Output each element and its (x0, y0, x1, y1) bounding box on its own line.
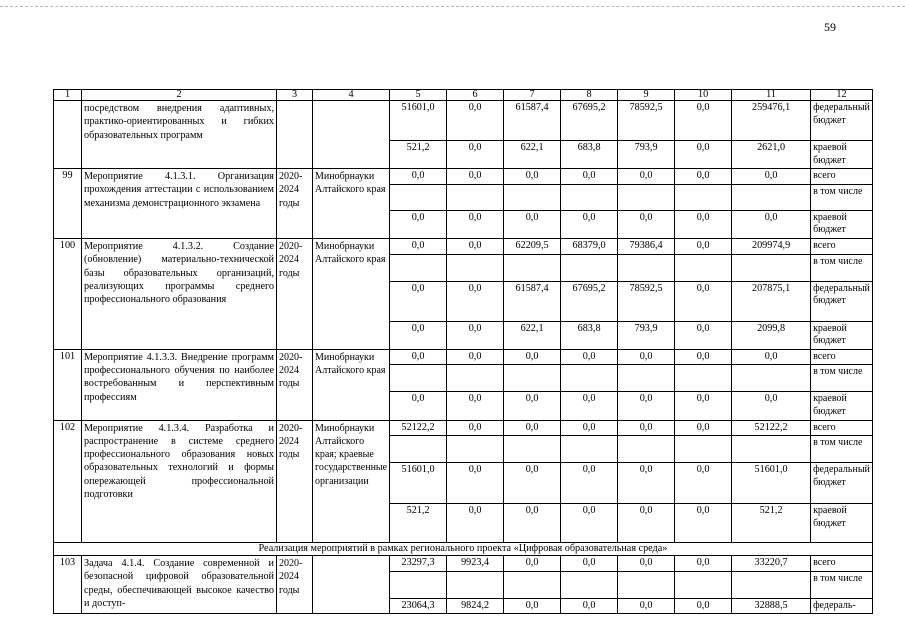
amount-cell: 0,0 (561, 598, 618, 614)
amount-cell: 51601,0 (732, 463, 811, 504)
item-executor: Минобрнауки Алтайского края (313, 349, 390, 420)
amount-cell (390, 254, 447, 281)
amount-cell (618, 571, 675, 598)
amount-cell: 0,0 (390, 321, 447, 349)
amount-cell: 0,0 (447, 238, 504, 254)
amount-cell: 0,0 (447, 321, 504, 349)
funding-source: всего (811, 169, 873, 185)
amount-cell: 0,0 (561, 463, 618, 504)
funding-source: всего (811, 556, 873, 572)
amount-cell: 0,0 (504, 504, 561, 543)
item-description: посредством внедрения адаптивных, практико-ориентированных и гибких образовательных программ (82, 101, 277, 169)
amount-cell: 0,0 (675, 210, 732, 238)
amount-cell: 52122,2 (732, 420, 811, 436)
funding-source: федеральный бюджет (811, 463, 873, 504)
funding-source: всего (811, 349, 873, 365)
funding-source: краевой бюджет (811, 504, 873, 543)
amount-cell: 0,0 (732, 210, 811, 238)
column-header: 4 (313, 90, 390, 101)
amount-cell: 207875,1 (732, 281, 811, 321)
amount-cell: 67695,2 (561, 281, 618, 321)
amount-cell: 51601,0 (390, 463, 447, 504)
item-years: 2020-2024 годы (277, 169, 313, 239)
amount-cell (504, 571, 561, 598)
amount-cell: 0,0 (504, 210, 561, 238)
amount-cell: 0,0 (675, 238, 732, 254)
item-executor: Минобрнауки Алтайского края; краевые государственные организации (313, 420, 390, 543)
amount-cell: 0,0 (390, 349, 447, 365)
column-number-row (54, 90, 873, 101)
funding-source: в том числе (811, 365, 873, 392)
amount-cell: 0,0 (561, 392, 618, 420)
amount-cell (618, 365, 675, 392)
amount-cell: 0,0 (504, 392, 561, 420)
amount-cell: 0,0 (675, 141, 732, 169)
amount-cell (675, 254, 732, 281)
amount-cell: 62209,5 (504, 238, 561, 254)
amount-cell: 0,0 (675, 101, 732, 141)
amount-cell: 0,0 (618, 420, 675, 436)
item-number: 99 (54, 169, 82, 239)
item-years: 2020-2024 годы (277, 556, 313, 614)
amount-cell (447, 436, 504, 463)
amount-cell: 0,0 (732, 349, 811, 365)
amount-cell: 0,0 (504, 556, 561, 572)
amount-cell (732, 184, 811, 210)
funding-source: краевой бюджет (811, 141, 873, 169)
amount-cell: 622,1 (504, 141, 561, 169)
funding-source: в том числе (811, 436, 873, 463)
amount-cell: 67695,2 (561, 101, 618, 141)
amount-cell: 0,0 (447, 281, 504, 321)
amount-cell (675, 571, 732, 598)
amount-cell: 0,0 (675, 169, 732, 185)
amount-cell: 0,0 (561, 556, 618, 572)
amount-cell (504, 254, 561, 281)
table-row (54, 349, 873, 365)
amount-cell: 0,0 (504, 463, 561, 504)
amount-cell (561, 254, 618, 281)
item-description: Мероприятие 4.1.3.4. Разработка и распространение в системе среднего профессионального образования новых образовательных технологий и формы опережающей профессиональной подготовки (82, 420, 277, 543)
amount-cell: 0,0 (675, 392, 732, 420)
table-row (54, 169, 873, 185)
amount-cell: 9923,4 (447, 556, 504, 572)
amount-cell (561, 571, 618, 598)
budget-table (53, 89, 873, 614)
amount-cell: 32888,5 (732, 598, 811, 614)
amount-cell: 2099,8 (732, 321, 811, 349)
amount-cell: 0,0 (618, 556, 675, 572)
amount-cell: 0,0 (447, 504, 504, 543)
funding-source: всего (811, 420, 873, 436)
amount-cell: 61587,4 (504, 281, 561, 321)
amount-cell: 0,0 (504, 598, 561, 614)
item-number: 103 (54, 556, 82, 614)
amount-cell: 33220,7 (732, 556, 811, 572)
page-number: 59 (824, 20, 836, 34)
column-header: 10 (675, 90, 732, 101)
item-number (54, 101, 82, 169)
column-header: 2 (82, 90, 277, 101)
amount-cell (390, 184, 447, 210)
amount-cell: 521,2 (390, 504, 447, 543)
amount-cell: 793,9 (618, 141, 675, 169)
amount-cell: 0,0 (675, 504, 732, 543)
funding-source: краевой бюджет (811, 321, 873, 349)
funding-source: в том числе (811, 571, 873, 598)
amount-cell (447, 365, 504, 392)
amount-cell (675, 184, 732, 210)
item-executor (313, 556, 390, 614)
column-header: 6 (447, 90, 504, 101)
amount-cell: 0,0 (504, 420, 561, 436)
item-number: 101 (54, 349, 82, 420)
amount-cell (390, 365, 447, 392)
amount-cell: 0,0 (675, 281, 732, 321)
amount-cell: 793,9 (618, 321, 675, 349)
amount-cell: 0,0 (447, 210, 504, 238)
item-years: 2020-2024 годы (277, 420, 313, 543)
amount-cell: 0,0 (675, 556, 732, 572)
funding-source: в том числе (811, 254, 873, 281)
amount-cell: 0,0 (675, 598, 732, 614)
amount-cell: 61587,4 (504, 101, 561, 141)
item-description: Мероприятие 4.1.3.1. Организация прохождения аттестации с использованием механизма демонстрационного экзамена (82, 169, 277, 239)
amount-cell: 0,0 (675, 420, 732, 436)
amount-cell: 0,0 (675, 463, 732, 504)
funding-source: в том числе (811, 184, 873, 210)
column-header: 12 (811, 90, 873, 101)
amount-cell: 52122,2 (390, 420, 447, 436)
amount-cell: 0,0 (390, 392, 447, 420)
item-description: Мероприятие 4.1.3.2. Создание (обновление) материально-технической базы образовательных организаций, реализующих программы среднего профессионального образования (82, 238, 277, 349)
amount-cell: 0,0 (447, 463, 504, 504)
item-description: Мероприятие 4.1.3.3. Внедрение программ профессионального обучения по наиболее востребованным и перспективным профессиям (82, 349, 277, 420)
section-row (54, 543, 873, 556)
column-header: 7 (504, 90, 561, 101)
amount-cell: 0,0 (447, 349, 504, 365)
amount-cell (504, 436, 561, 463)
amount-cell: 0,0 (675, 349, 732, 365)
column-header: 8 (561, 90, 618, 101)
amount-cell: 521,2 (390, 141, 447, 169)
amount-cell (732, 436, 811, 463)
amount-cell: 79386,4 (618, 238, 675, 254)
table-row (54, 420, 873, 436)
amount-cell: 0,0 (618, 349, 675, 365)
amount-cell (675, 436, 732, 463)
amount-cell: 0,0 (732, 392, 811, 420)
amount-cell: 0,0 (561, 349, 618, 365)
item-number: 100 (54, 238, 82, 349)
amount-cell (732, 571, 811, 598)
amount-cell: 0,0 (390, 238, 447, 254)
amount-cell: 0,0 (447, 392, 504, 420)
amount-cell: 0,0 (561, 210, 618, 238)
amount-cell: 259476,1 (732, 101, 811, 141)
section-title: Реализация мероприятий в рамках регионального проекта «Цифровая образовательная среда» (54, 543, 873, 556)
amount-cell: 78592,5 (618, 281, 675, 321)
amount-cell: 0,0 (618, 504, 675, 543)
amount-cell (447, 254, 504, 281)
amount-cell: 683,8 (561, 141, 618, 169)
amount-cell: 0,0 (561, 169, 618, 185)
amount-cell (504, 184, 561, 210)
amount-cell (390, 436, 447, 463)
column-header: 9 (618, 90, 675, 101)
amount-cell (447, 184, 504, 210)
amount-cell (561, 436, 618, 463)
item-number: 102 (54, 420, 82, 543)
amount-cell: 78592,5 (618, 101, 675, 141)
amount-cell: 521,2 (732, 504, 811, 543)
amount-cell: 0,0 (390, 169, 447, 185)
amount-cell: 0,0 (618, 210, 675, 238)
amount-cell (618, 254, 675, 281)
column-header: 3 (277, 90, 313, 101)
amount-cell (504, 365, 561, 392)
amount-cell: 0,0 (732, 169, 811, 185)
funding-source: федеральный бюджет (811, 101, 873, 141)
item-years: 2020-2024 годы (277, 349, 313, 420)
column-header: 5 (390, 90, 447, 101)
amount-cell: 2621,0 (732, 141, 811, 169)
scan-edge-line (0, 6, 905, 7)
amount-cell: 683,8 (561, 321, 618, 349)
amount-cell (618, 436, 675, 463)
amount-cell (618, 184, 675, 210)
amount-cell: 0,0 (561, 420, 618, 436)
funding-source: краевой бюджет (811, 392, 873, 420)
amount-cell: 0,0 (447, 420, 504, 436)
amount-cell: 0,0 (675, 321, 732, 349)
amount-cell: 0,0 (447, 101, 504, 141)
amount-cell: 0,0 (561, 504, 618, 543)
amount-cell: 0,0 (447, 141, 504, 169)
table-row (54, 101, 873, 141)
amount-cell: 0,0 (390, 281, 447, 321)
amount-cell: 68379,0 (561, 238, 618, 254)
amount-cell: 23297,3 (390, 556, 447, 572)
amount-cell (675, 365, 732, 392)
item-executor: Минобрнауки Алтайского края (313, 238, 390, 349)
amount-cell: 23064,3 (390, 598, 447, 614)
item-description: Задача 4.1.4. Создание современной и безопасной цифровой образовательной среды, обеспечивающей высокое качество и доступ- (82, 556, 277, 614)
amount-cell: 622,1 (504, 321, 561, 349)
funding-source: всего (811, 238, 873, 254)
item-executor: Минобрнауки Алтайского края (313, 169, 390, 239)
amount-cell (447, 571, 504, 598)
amount-cell (390, 571, 447, 598)
amount-cell: 0,0 (390, 210, 447, 238)
amount-cell: 0,0 (618, 392, 675, 420)
table-row (54, 556, 873, 572)
item-executor (313, 101, 390, 169)
amount-cell: 0,0 (504, 169, 561, 185)
funding-source: краевой бюджет (811, 210, 873, 238)
item-years (277, 101, 313, 169)
item-years: 2020-2024 годы (277, 238, 313, 349)
amount-cell: 0,0 (618, 463, 675, 504)
amount-cell: 0,0 (504, 349, 561, 365)
table-row (54, 238, 873, 254)
amount-cell: 0,0 (618, 169, 675, 185)
amount-cell: 51601,0 (390, 101, 447, 141)
funding-source: федераль- (811, 598, 873, 614)
amount-cell (732, 365, 811, 392)
amount-cell: 9824,2 (447, 598, 504, 614)
amount-cell (561, 365, 618, 392)
amount-cell (561, 184, 618, 210)
amount-cell (732, 254, 811, 281)
column-header: 1 (54, 90, 82, 101)
amount-cell: 0,0 (447, 169, 504, 185)
amount-cell: 209974,9 (732, 238, 811, 254)
column-header: 11 (732, 90, 811, 101)
funding-source: федеральный бюджет (811, 281, 873, 321)
table-body (54, 90, 873, 614)
amount-cell: 0,0 (618, 598, 675, 614)
